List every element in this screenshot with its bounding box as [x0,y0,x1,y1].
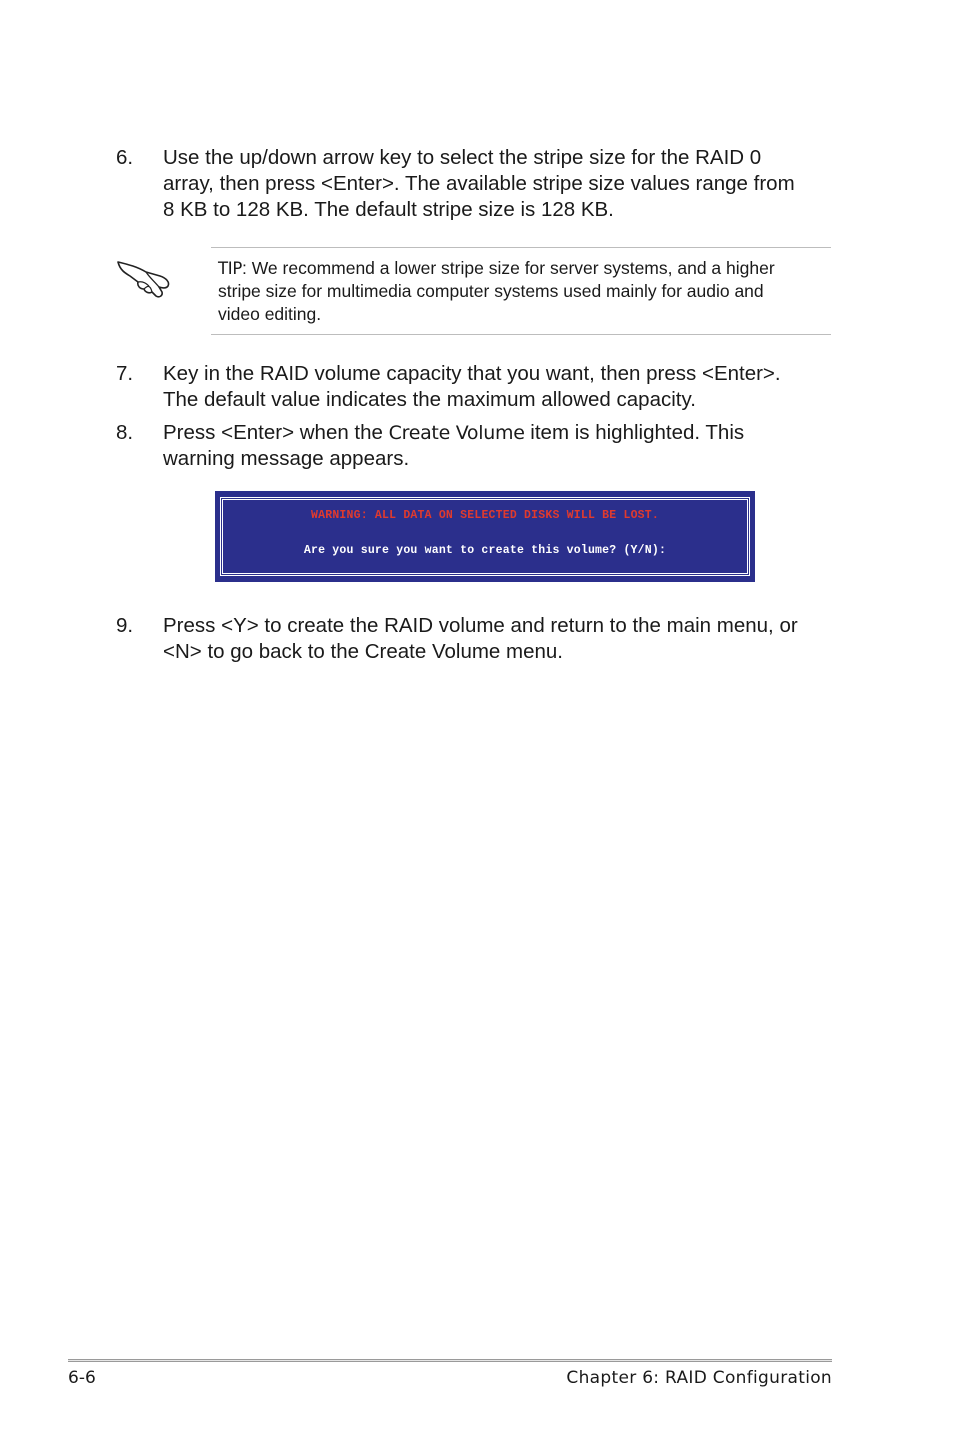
footer-divider [68,1359,832,1362]
warning-message: WARNING: ALL DATA ON SELECTED DISKS WILL BE LOST. [311,509,659,522]
step-text [163,145,843,223]
step-line: Use the up/down arrow key to select the stripe size for the RAID 0 [163,146,762,169]
step-text [163,420,843,472]
step-9 [116,613,836,667]
step-6 [116,145,836,225]
tip-line: : We recommend a lower stripe size for server systems, and a higher [242,258,775,278]
step-number: 8. [116,421,134,444]
step-line: array, then press <Enter>. The available stripe size values range from [163,172,795,195]
chapter-title: Chapter 6: RAID Configuration [566,1368,832,1388]
confirm-question: Are you sure you want to create this volume? (Y/N): [303,544,667,557]
tip-label: TIP [218,259,242,278]
pointing-hand-icon [116,254,174,300]
tip-box [211,247,831,335]
step-line: warning message appears. [163,447,410,470]
tip-text [218,257,828,326]
page-number: 6-6 [68,1368,96,1388]
step-line: <N> to go back to the Create Volume menu. [163,640,563,663]
tip-line: stripe size for multimedia computer systems used mainly for audio and [218,281,764,301]
tip-line: video editing. [218,304,322,324]
step-line: Press <Y> to create the RAID volume and return to the main menu, or [163,614,798,637]
step-line: 8 KB to 128 KB. The default stripe size is 128 KB. [163,198,614,221]
create-volume-highlight: Create Volume [388,422,525,444]
step-7 [116,361,836,415]
step-number: 7. [116,362,134,385]
step-line: Key in the RAID volume capacity that you want, then press <Enter>. [163,362,781,385]
step-text-post: item is highlighted. This [524,421,745,444]
step-number: 9. [116,614,134,637]
step-text [163,613,843,665]
warning-dialog [215,491,755,582]
step-text [163,361,843,413]
step-number: 6. [116,146,134,169]
step-line: The default value indicates the maximum allowed capacity. [163,388,696,411]
step-text-pre: Press <Enter> when the [163,421,389,444]
step-8 [116,420,836,474]
